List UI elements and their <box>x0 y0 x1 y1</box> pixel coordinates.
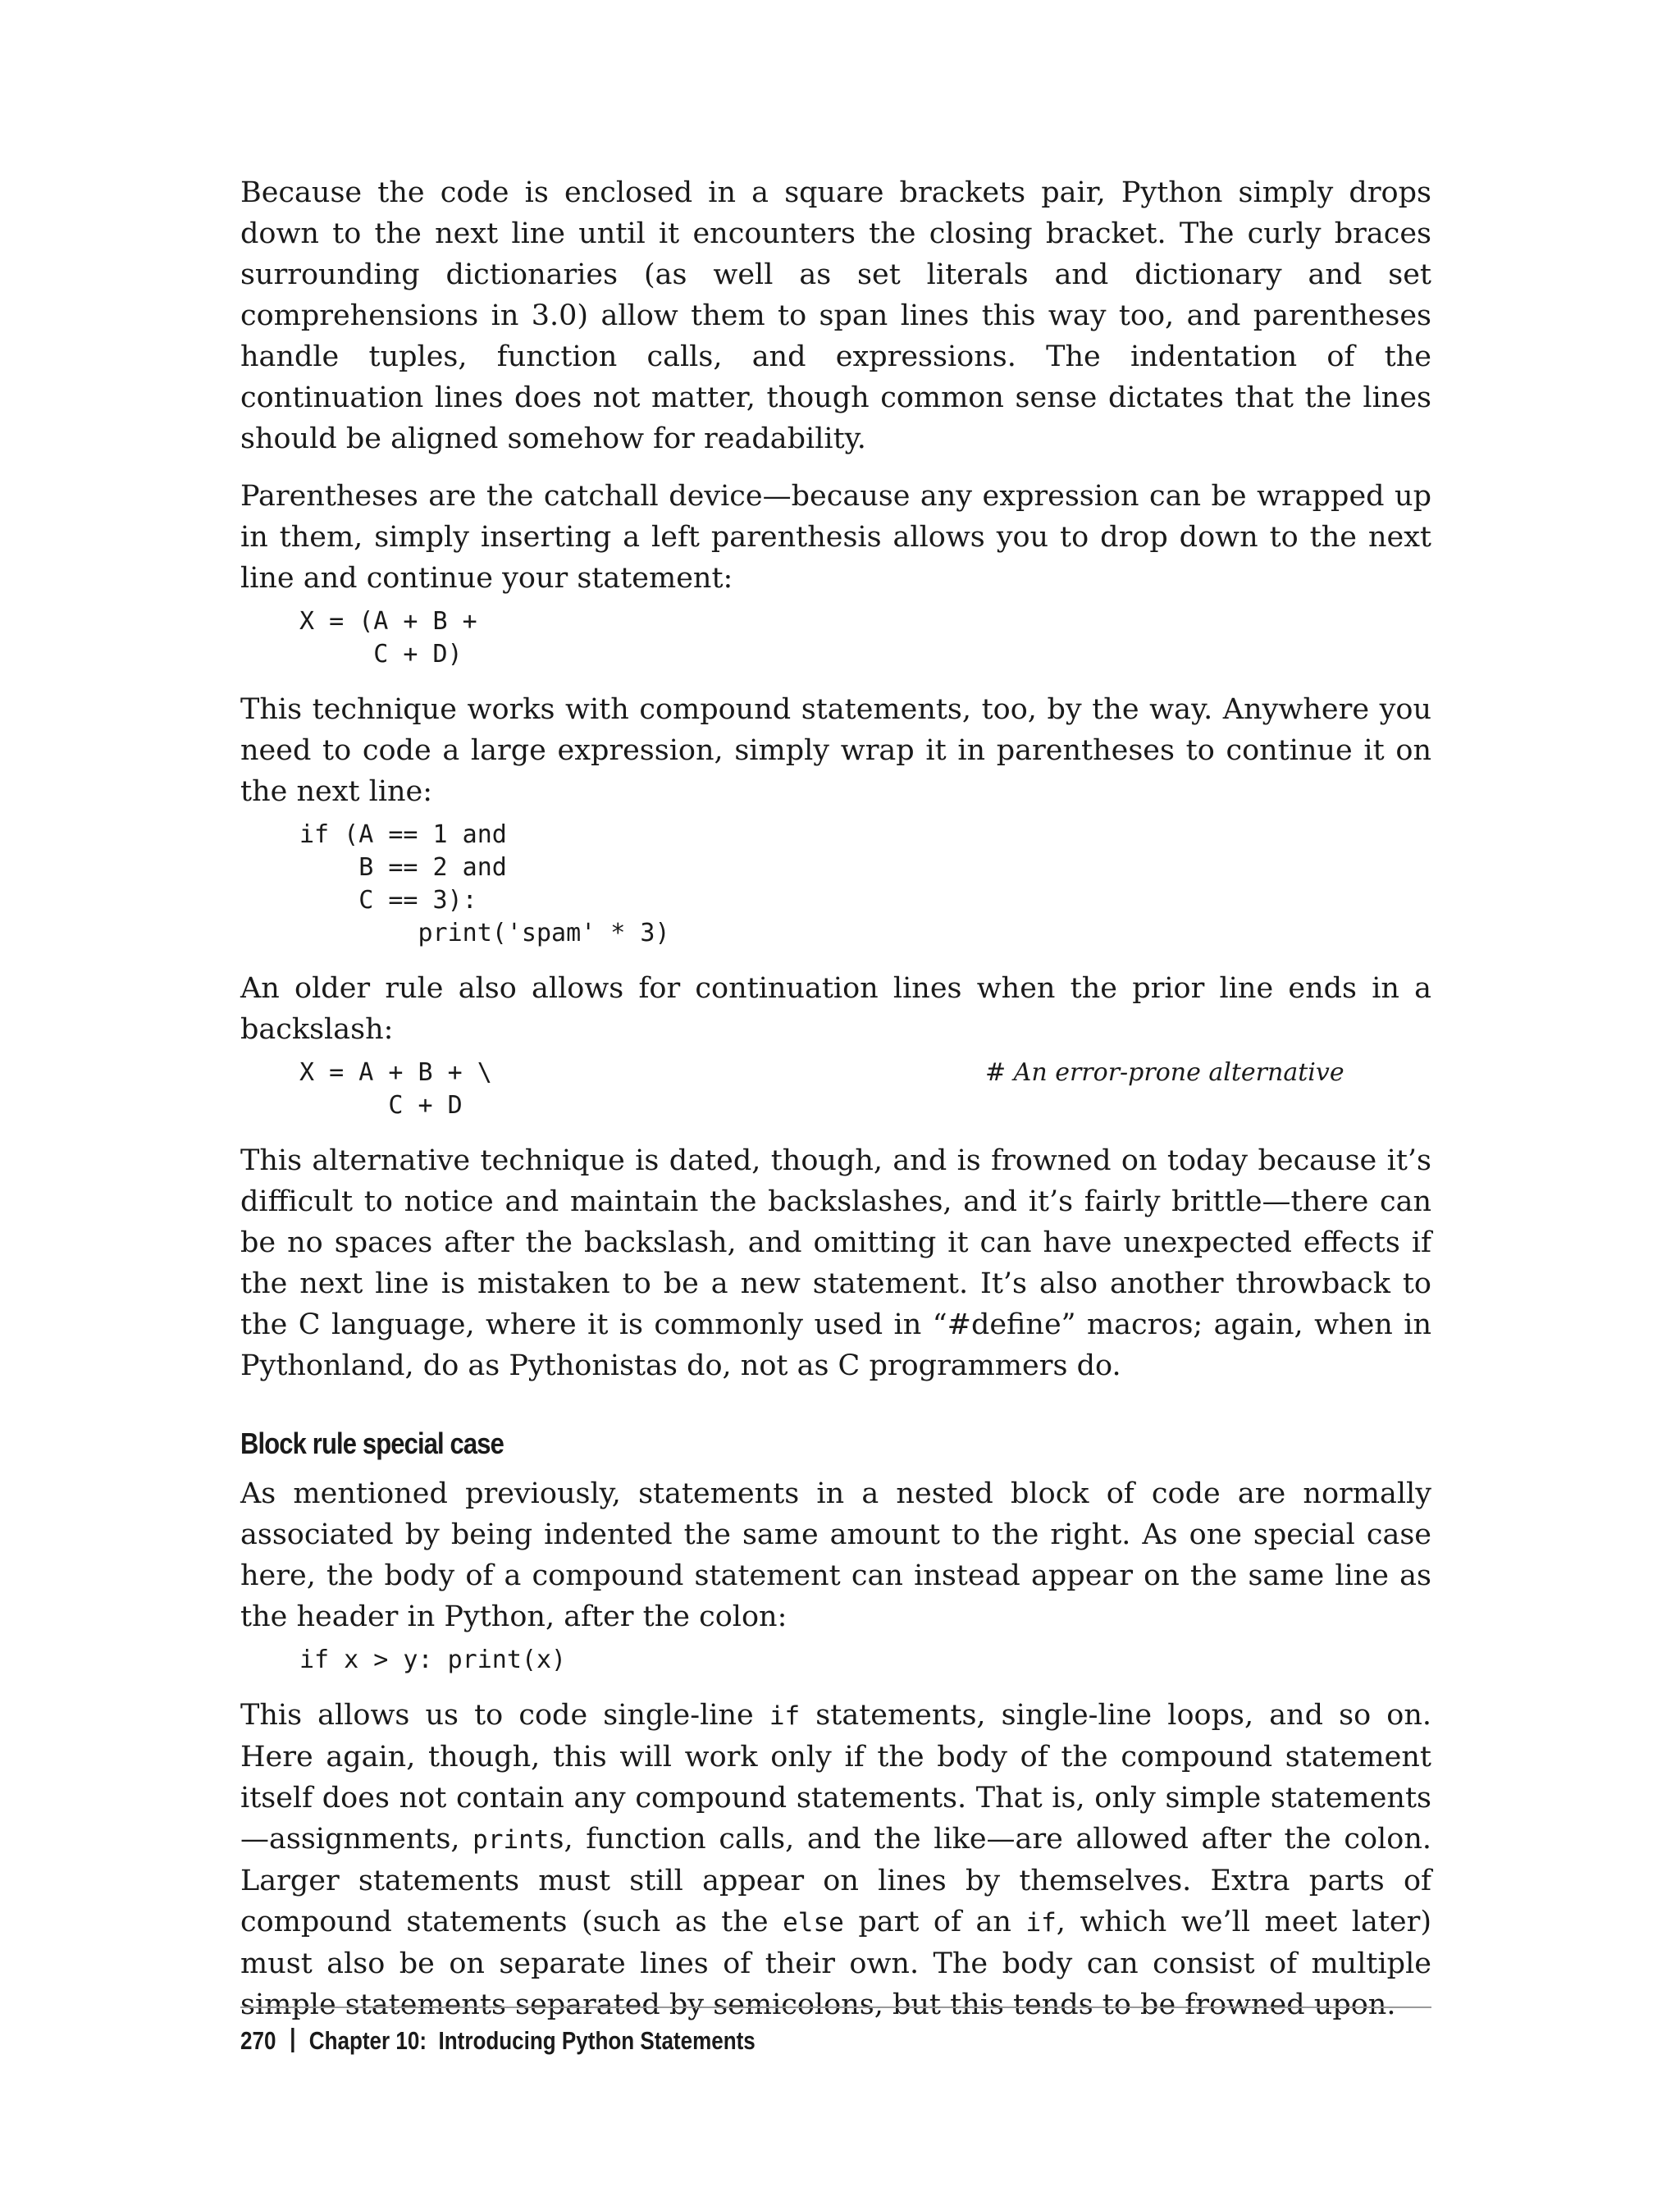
paragraph-block-rule: As mentioned previously, statements in a nested block of code are normally associated by being indented the same amount to the right. As one special case here, the body of a compound statement can instead appear on the same line as the header in Python, after the colon: <box>240 1477 1431 1633</box>
code-line: C + D <box>299 1091 463 1120</box>
text-run: , which we’ll meet later) must also be on separate lines of their own. The body can consist of multiple simple statements separated by semicolons, but this tends to be frowned upon. <box>240 1906 1431 2021</box>
code-block-parentheses <box>299 605 1431 671</box>
chapter-title: Chapter 10: Introducing Python Statements <box>308 2026 756 2055</box>
page-body <box>240 172 1431 2025</box>
paragraph-single-line-statements <box>240 1695 1431 2025</box>
code-line <box>299 1057 1431 1089</box>
text-run: This allows us to code single-line <box>240 1699 769 1732</box>
text-run: part of an <box>843 1906 1026 1938</box>
inline-code: if <box>769 1701 801 1731</box>
code-comment: # An error-prone alternative <box>985 1058 1344 1087</box>
code-line: print('spam' * 3) <box>299 919 670 947</box>
page-number: 270 <box>240 2026 276 2055</box>
paragraph-backslash-rule: An older rule also allows for continuation lines when the prior line ends in a backslash: <box>240 972 1431 1046</box>
text-run: statements, single-line loops, and so on. Here again, though, this will work only if the body of the compound statement itself does not contain any compound statements. That is, only simple statements—assignments, <box>240 1699 1431 1856</box>
code-block-backslash <box>299 1057 1431 1122</box>
code-line: C + D) <box>299 640 463 669</box>
text-run: s, function calls, and the like—are allowed after the colon. Larger statements must still appear on lines by themselves. Extra parts of compound statements (such as the <box>240 1823 1431 1938</box>
code-block-if-parentheses <box>299 819 1431 950</box>
paragraph-parentheses-catchall: Parentheses are the catchall device—because any expression can be wrapped up in them, simply inserting a left parenthesis allows you to drop down to the next line and continue your statement: <box>240 480 1431 595</box>
paragraph-compound-statements: This technique works with compound statements, too, by the way. Anywhere you need to code a large expression, simply wrap it in parentheses to continue it on the next line: <box>240 693 1431 808</box>
inline-code: print <box>472 1825 550 1855</box>
section-heading: Block rule special case <box>240 1427 504 1460</box>
inline-code: if <box>1025 1908 1057 1938</box>
code-line: C == 3): <box>299 886 477 915</box>
footer-text <box>240 2025 1241 2057</box>
code-line: if x > y: print(x) <box>299 1646 567 1674</box>
footer-separator <box>291 2028 294 2052</box>
footer-divider <box>240 2006 1431 2008</box>
code-line: X = (A + B + <box>299 607 477 636</box>
code-line-text: X = A + B + \ <box>299 1058 492 1087</box>
code-block-single-line-if <box>299 1644 1431 1677</box>
code-line: B == 2 and <box>299 853 507 882</box>
page-footer <box>240 2006 1431 2057</box>
paragraph-backslash-dated: This alternative technique is dated, though, and is frowned on today because it’s difficult to notice and maintain the backslashes, and it’s fairly brittle—there can be no spaces after the backslash, and omitting it can have unexpected effects if the next line is mistaken to be a new statement. It’s also another throwback to the C language, where it is commonly used in “#define” macros; again, when in Pythonland, do as Pythonistas do, not as C programmers do. <box>240 1144 1431 1382</box>
inline-code: else <box>783 1908 844 1938</box>
paragraph-bracket-continuation: Because the code is enclosed in a square brackets pair, Python simply drops down to the next line until it encounters the closing bracket. The curly braces surrounding dictionaries (as well as set literals and dictionary and set comprehensions in 3.0) allow them to span lines this way too, and parentheses handle tuples, function calls, and expressions. The indentation of the continuation lines does not matter, though common sense dictates that the lines should be aligned somehow for readability. <box>240 176 1431 455</box>
code-line: if (A == 1 and <box>299 820 507 849</box>
